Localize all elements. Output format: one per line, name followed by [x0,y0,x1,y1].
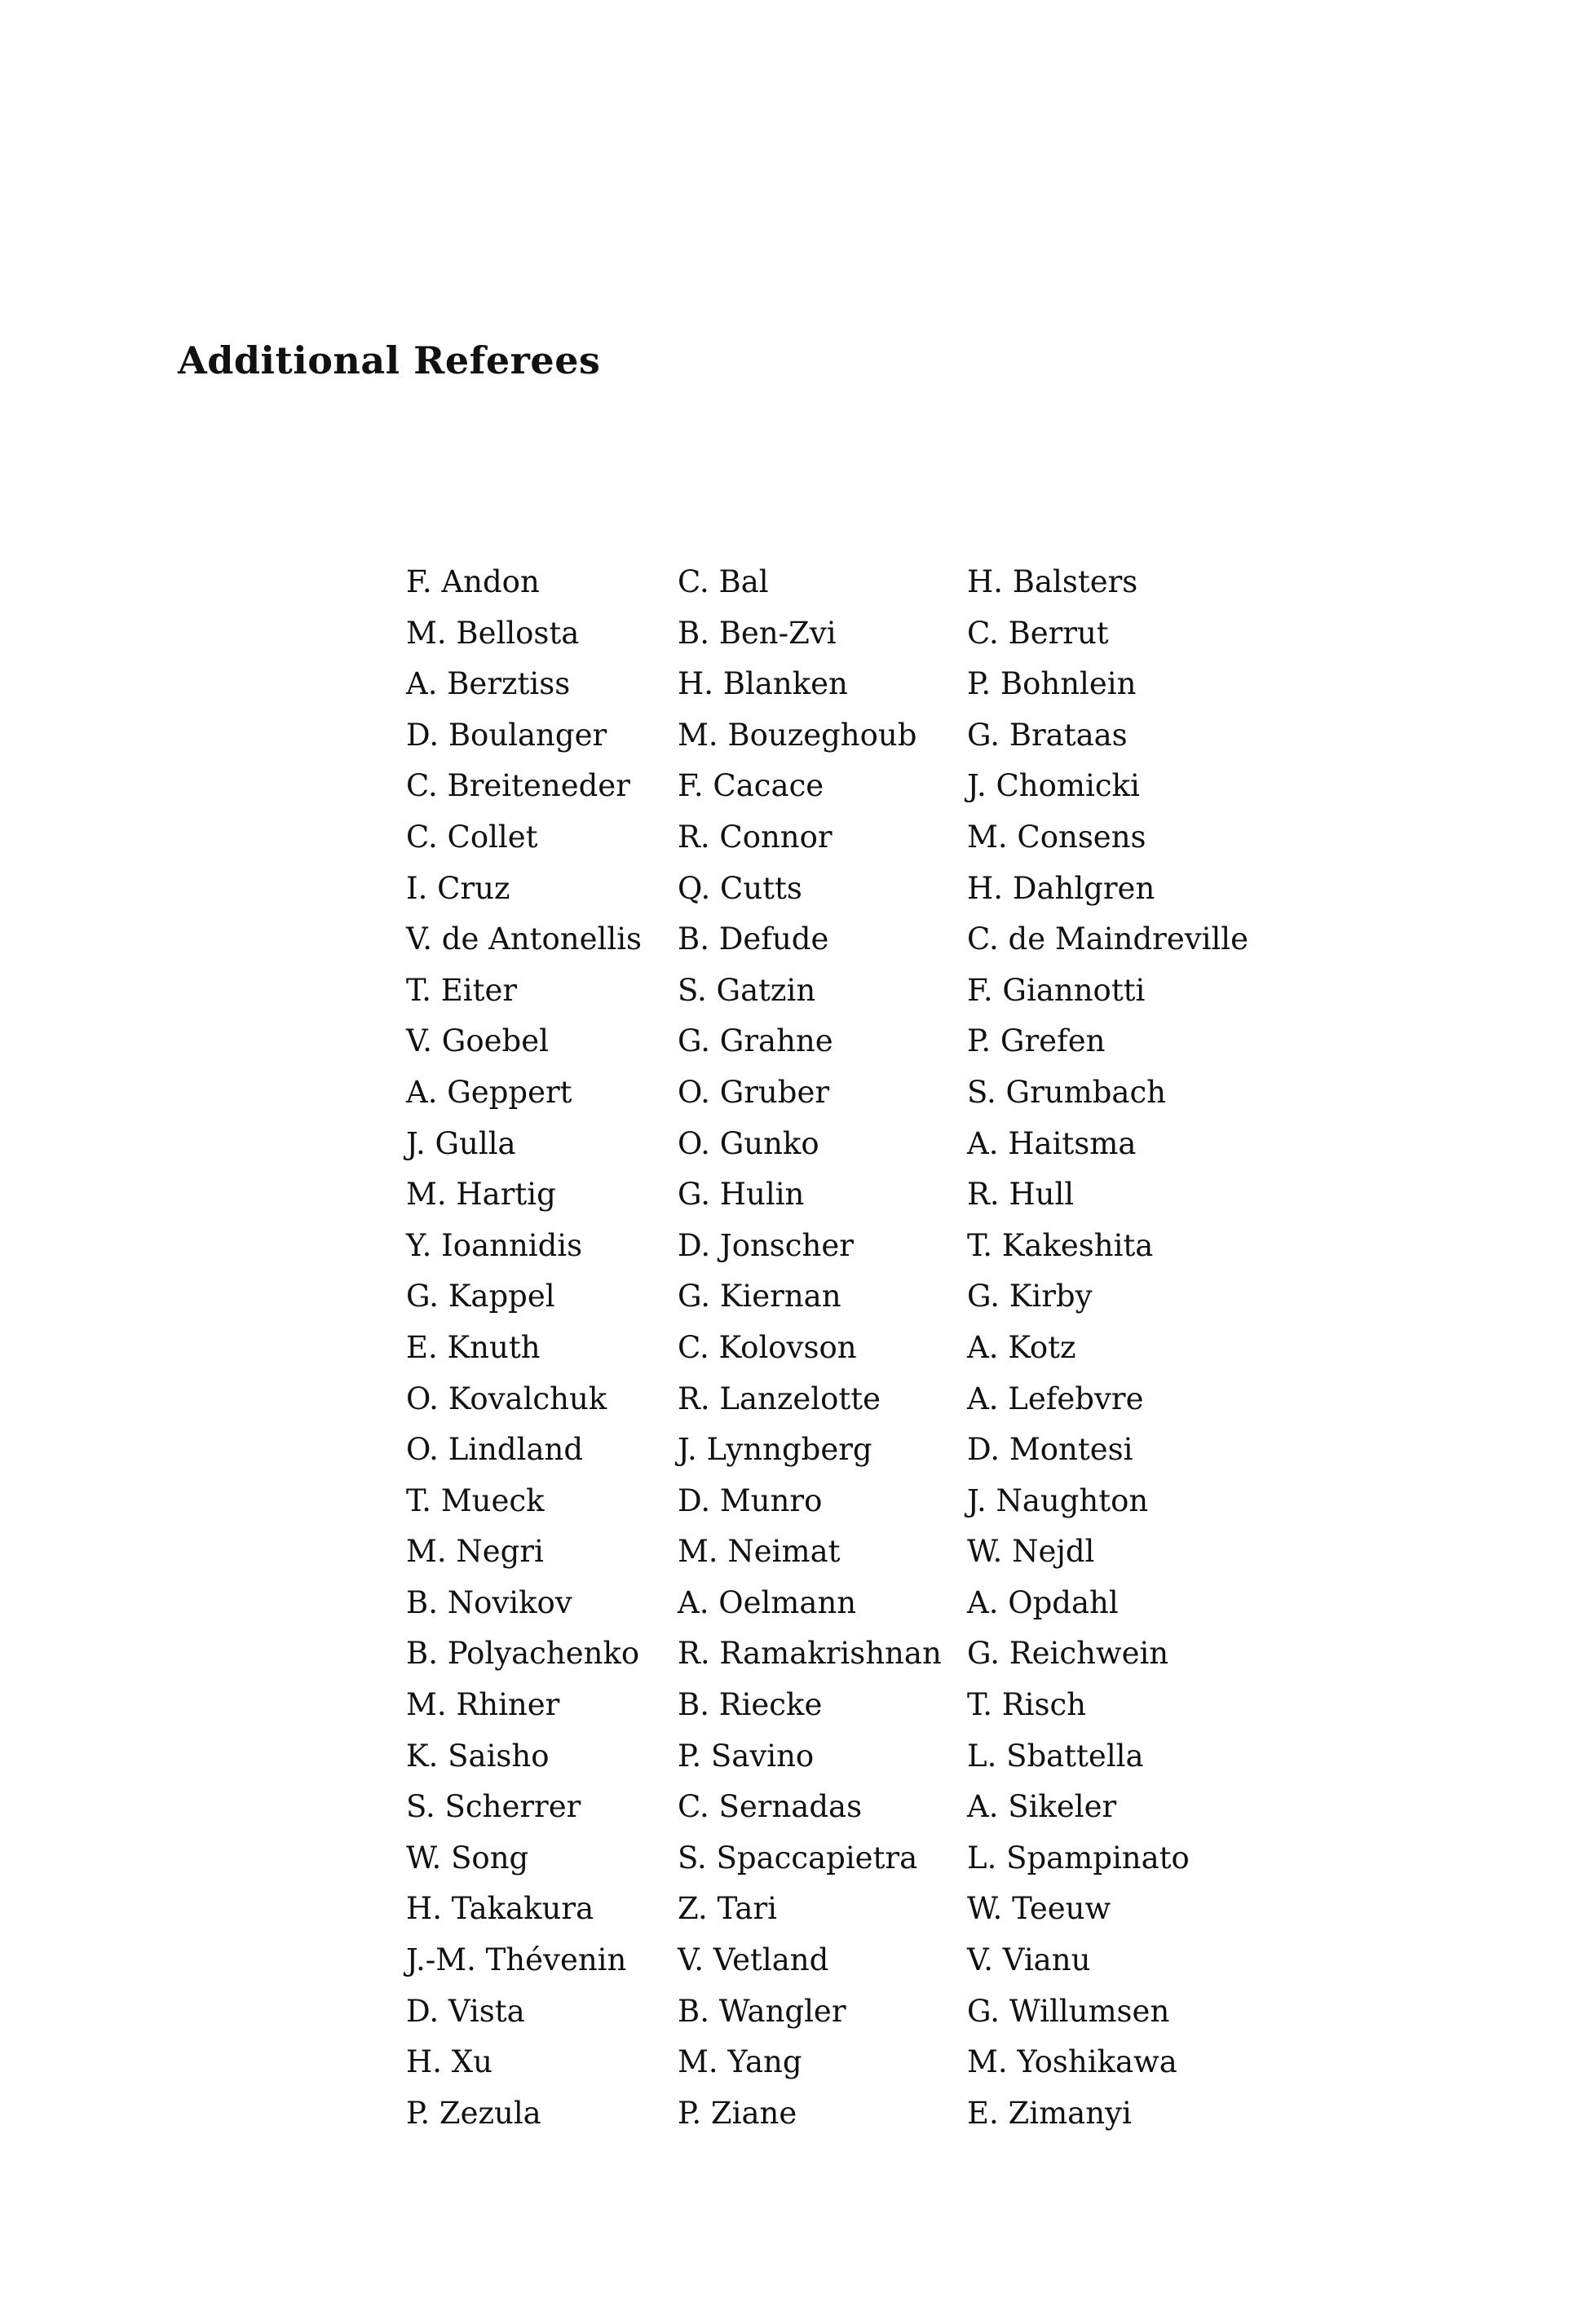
referee-row [406,557,1261,608]
referee-name: O. Gunko [678,1125,819,1161]
referee-name: H. Blanken [678,666,848,702]
referee-name: C. de Maindreville [967,921,1249,957]
referee-row [406,1016,1261,1067]
referee-row [406,812,1261,864]
referee-name: W. Song [406,1840,529,1876]
referee-row [406,2088,1261,2140]
referee-name: G. Brataas [967,717,1128,753]
referee-name: P. Ziane [678,2095,797,2131]
referee-row [406,1527,1261,1578]
referee-name: Y. Ioannidis [406,1227,583,1263]
referee-name: G. Kirby [967,1279,1093,1314]
referee-name: D. Jonscher [678,1227,854,1263]
referee-name: G. Kappel [406,1279,555,1314]
referee-row [406,1119,1261,1170]
referee-name: B. Riecke [678,1687,823,1723]
referee-name: A. Berztiss [406,666,571,702]
referee-name: H. Xu [406,2044,492,2080]
referee-name: T. Eiter [406,972,518,1008]
referee-name: T. Kakeshita [967,1227,1154,1263]
referee-row [406,1680,1261,1731]
referee-row [406,659,1261,710]
referee-name: F. Andon [406,564,540,599]
referee-name: S. Gatzin [678,972,816,1008]
referee-name: A. Sikeler [967,1789,1117,1825]
referee-name: P. Grefen [967,1023,1106,1059]
referee-name: L. Sbattella [967,1738,1144,1774]
referee-name: H. Balsters [967,564,1138,599]
referee-row [406,1425,1261,1476]
referee-name: C. Sernadas [678,1789,863,1825]
referee-name: H. Takakura [406,1891,594,1927]
referee-name: V. de Antonellis [406,921,643,957]
referee-name: B. Ben-Zvi [678,615,837,651]
referee-row [406,1782,1261,1833]
referee-name: B. Polyachenko [406,1636,640,1672]
referee-name: W. Teeuw [967,1891,1111,1927]
referee-name: C. Kolovson [678,1329,857,1365]
referee-name: R. Ramakrishnan [678,1636,942,1672]
referee-name: E. Knuth [406,1329,541,1365]
referee-list-body [406,557,1261,2139]
referee-name: B. Wangler [678,1993,846,2029]
referee-name: D. Munro [678,1482,823,1518]
referee-name: D. Boulanger [406,717,607,753]
referee-name: Q. Cutts [678,870,802,906]
referee-name: O. Lindland [406,1432,584,1468]
referee-row [406,914,1261,965]
referee-name: M. Rhiner [406,1687,560,1723]
referee-name: M. Hartig [406,1177,556,1213]
referee-name: P. Bohnlein [967,666,1137,702]
referee-name: J. Chomicki [967,768,1140,804]
referee-name: M. Bouzeghoub [678,717,917,753]
referee-row [406,1833,1261,1884]
referee-name: O. Gruber [678,1074,830,1110]
referee-name: S. Scherrer [406,1789,581,1825]
referee-row [406,608,1261,660]
referee-name: B. Novikov [406,1584,572,1620]
referee-name: J.-M. Thévenin [406,1942,627,1978]
referee-name: G. Grahne [678,1023,833,1059]
referee-list [406,557,1261,2139]
referee-name: G. Reichwein [967,1636,1169,1672]
referee-name: I. Cruz [406,870,510,906]
referee-name: F. Giannotti [967,972,1146,1008]
referee-name: W. Nejdl [967,1534,1095,1570]
referee-name: T. Mueck [406,1482,545,1518]
referee-row [406,1986,1261,2038]
referee-row [406,1323,1261,1374]
referee-name: A. Opdahl [967,1584,1119,1620]
referee-name: J. Lynngberg [678,1432,872,1468]
referee-row [406,1476,1261,1527]
referee-name: P. Savino [678,1738,815,1774]
referee-name: M. Negri [406,1534,544,1570]
referee-row [406,864,1261,915]
referee-name: A. Haitsma [967,1125,1137,1161]
referee-row [406,1067,1261,1119]
referee-name: D. Vista [406,1993,525,2029]
referee-row [406,1578,1261,1629]
referee-name: R. Connor [678,819,833,855]
referee-name: R. Hull [967,1177,1075,1213]
referee-name: M. Yoshikawa [967,2044,1177,2080]
referee-name: C. Berrut [967,615,1109,651]
referee-name: G. Kiernan [678,1279,841,1314]
referee-row [406,710,1261,762]
referee-name: P. Zezula [406,2095,541,2131]
referee-row [406,2037,1261,2088]
referee-name: J. Gulla [406,1125,516,1161]
referee-row [406,965,1261,1017]
referee-name: R. Lanzelotte [678,1381,881,1416]
referee-row [406,1884,1261,1935]
referee-row [406,1221,1261,1272]
referee-name: S. Spaccapietra [678,1840,918,1876]
referee-row [406,1374,1261,1425]
referee-name: M. Yang [678,2044,802,2080]
referee-name: M. Neimat [678,1534,841,1570]
referee-name: C. Bal [678,564,769,599]
referee-name: S. Grumbach [967,1074,1167,1110]
referee-row [406,1935,1261,1986]
referee-name: V. Vianu [967,1942,1091,1978]
page-title: Additional Referees [178,338,601,382]
referee-name: C. Breiteneder [406,768,630,804]
referee-name: V. Goebel [406,1023,549,1059]
referee-row [406,761,1261,812]
referee-name: B. Defude [678,921,829,957]
referee-name: O. Kovalchuk [406,1381,607,1416]
referee-name: A. Geppert [406,1074,572,1110]
referee-name: A. Kotz [967,1329,1076,1365]
referee-name: F. Cacace [678,768,824,804]
referee-row [406,1169,1261,1221]
referee-name: M. Consens [967,819,1146,855]
referee-name: G. Willumsen [967,1993,1170,2029]
referee-name: J. Naughton [967,1482,1149,1518]
referee-name: H. Dahlgren [967,870,1155,906]
referee-name: Z. Tari [678,1891,777,1927]
referee-name: L. Spampinato [967,1840,1190,1876]
referee-name: A. Lefebvre [967,1381,1144,1416]
referee-name: C. Collet [406,819,538,855]
referee-name: A. Oelmann [678,1584,857,1620]
referee-name: K. Saisho [406,1738,550,1774]
referee-name: D. Montesi [967,1432,1133,1468]
referee-name: G. Hulin [678,1177,805,1213]
referee-row [406,1628,1261,1680]
referee-row [406,1271,1261,1323]
referee-row [406,1731,1261,1783]
referee-name: T. Risch [967,1687,1086,1723]
referee-name: M. Bellosta [406,615,580,651]
referee-name: E. Zimanyi [967,2095,1132,2131]
referee-name: V. Vetland [678,1942,829,1978]
